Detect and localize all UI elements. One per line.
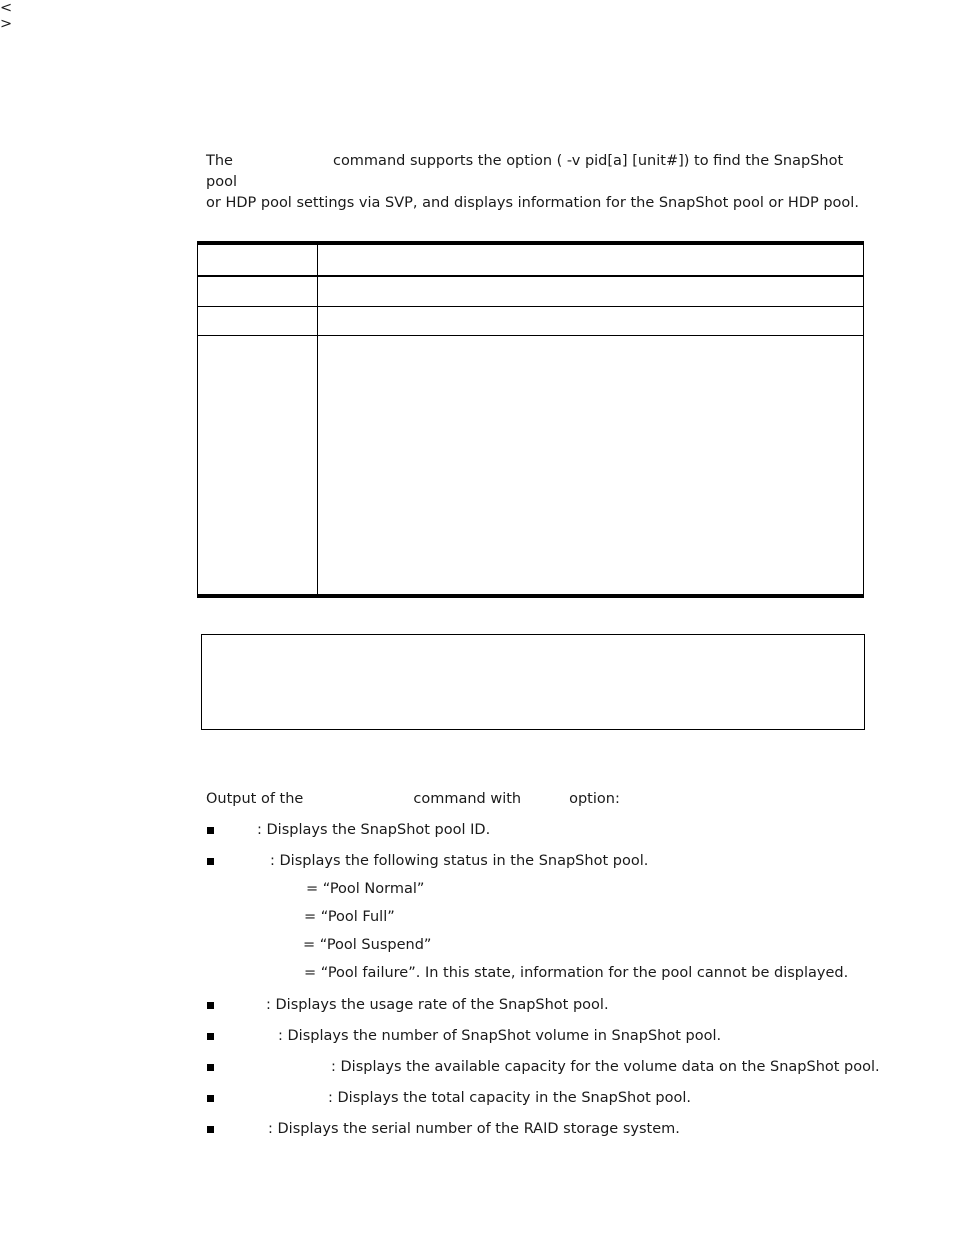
syntax-angle-left: <: [0, 0, 13, 16]
table-column-divider: [317, 241, 318, 598]
output-lead-2: command with: [413, 791, 522, 807]
table-top-rule: [197, 241, 864, 245]
bullet-marker: [207, 1064, 214, 1071]
intro-text-3: or HDP pool settings via SVP, and displays information for the SnapShot pool or HDP pool.: [206, 195, 859, 211]
output-item-available-capacity: : Displays the available capacity for the volume data on the SnapShot pool.: [331, 1059, 880, 1075]
output-lead: [206, 789, 620, 809]
table-row-rule: [197, 335, 864, 336]
status-value-suspend: = “Pool Suspend”: [303, 937, 432, 953]
table-row-rule: [197, 306, 864, 307]
bullet-marker: [207, 1033, 214, 1040]
bullet-marker: [207, 827, 214, 834]
bullet-marker: [207, 1095, 214, 1102]
table-header-rule: [197, 275, 864, 277]
table-bottom-rule: [197, 594, 864, 598]
status-value-full: = “Pool Full”: [304, 909, 395, 925]
output-item-usage: : Displays the usage rate of the SnapShot pool.: [266, 997, 609, 1013]
intro-text-2: command supports the option ( -v pid[a] [unit#]) to find the SnapShot pool: [206, 153, 844, 190]
table-left-border: [197, 241, 198, 598]
syntax-table: [197, 241, 864, 598]
syntax-angle-right: >: [0, 16, 13, 32]
output-item-serial: : Displays the serial number of the RAID storage system.: [268, 1121, 680, 1137]
table-right-border: [863, 241, 864, 598]
output-item-status: : Displays the following status in the SnapShot pool.: [270, 853, 649, 869]
output-item-total-capacity: : Displays the total capacity in the SnapShot pool.: [328, 1090, 691, 1106]
output-item-volume-count: : Displays the number of SnapShot volume in SnapShot pool.: [278, 1028, 722, 1044]
intro-text-1: The: [206, 153, 233, 169]
bullet-marker: [207, 1126, 214, 1133]
output-item-pid: : Displays the SnapShot pool ID.: [257, 822, 491, 838]
bullet-marker: [207, 1002, 214, 1009]
bullet-marker: [207, 858, 214, 865]
status-value-normal: = “Pool Normal”: [306, 881, 425, 897]
note-box: [201, 634, 865, 730]
output-lead-1: Output of the: [206, 791, 304, 807]
intro-paragraph: [206, 151, 866, 214]
output-lead-3: option:: [569, 791, 620, 807]
status-value-failure: = “Pool failure”. In this state, information for the pool cannot be displayed.: [304, 965, 849, 981]
